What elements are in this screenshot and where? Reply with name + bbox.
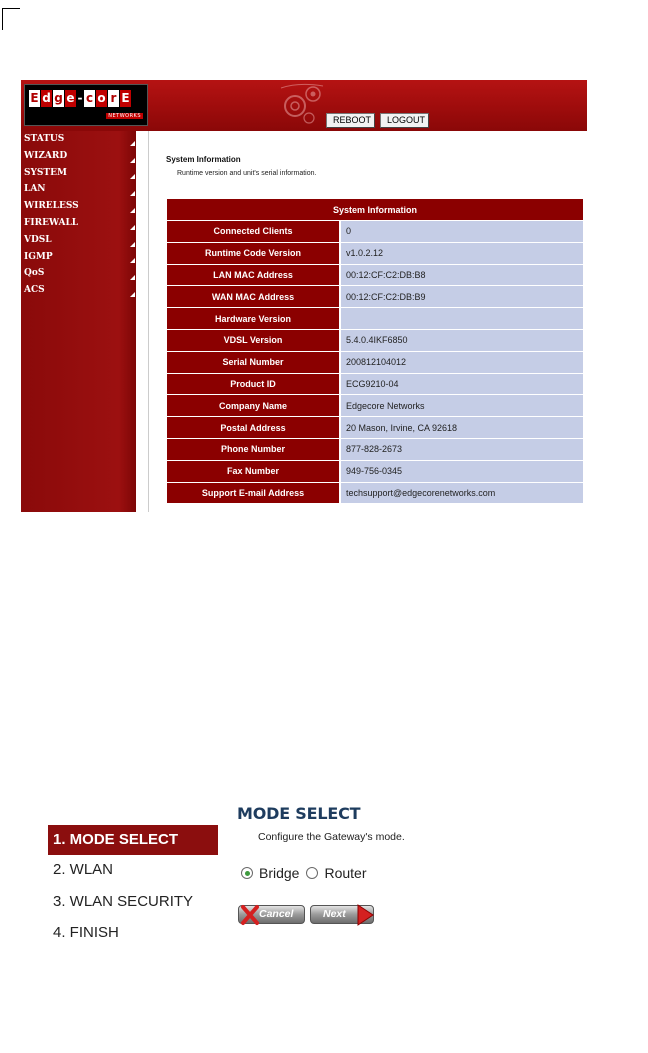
bridge-radio[interactable]: [241, 867, 253, 879]
row-value: 0: [339, 221, 583, 242]
wizard-title: MODE SELECT: [237, 804, 361, 823]
corner-arrow-icon: [130, 191, 135, 196]
table-row: [167, 221, 583, 242]
row-value: v1.0.2.12: [339, 243, 583, 264]
sidebar-item-wireless[interactable]: [21, 198, 136, 215]
wizard-steps: [48, 825, 218, 950]
next-button[interactable]: [310, 905, 374, 924]
next-button-label: Next: [323, 908, 346, 920]
corner-arrow-icon: [130, 141, 135, 146]
logo-letter: c: [85, 91, 94, 105]
router-radio[interactable]: [306, 867, 318, 879]
sidebar-menu: [21, 131, 136, 512]
setup-wizard: [48, 800, 568, 960]
logo-letter: -: [77, 91, 83, 105]
logo-letter: E: [121, 91, 130, 105]
gears-decoration-icon: [279, 80, 329, 130]
row-value: 20 Mason, Irvine, CA 92618: [339, 417, 583, 438]
sidebar-divider: [148, 131, 149, 512]
sidebar-item-firewall[interactable]: [21, 215, 136, 232]
system-info-table: [167, 198, 583, 504]
logo-letter: o: [97, 91, 106, 105]
row-value: 00:12:CF:C2:DB:B8: [339, 265, 583, 286]
row-label: Company Name: [167, 395, 339, 416]
corner-arrow-icon: [130, 258, 135, 263]
sidebar-item-igmp[interactable]: [21, 249, 136, 266]
close-x-icon: [240, 904, 260, 926]
cancel-button-label: Cancel: [259, 908, 294, 920]
page-description: Runtime version and unit's serial information.: [177, 170, 317, 177]
row-label: Fax Number: [167, 461, 339, 482]
row-label: VDSL Version: [167, 330, 339, 351]
corner-arrow-icon: [130, 292, 135, 297]
table-row: [167, 461, 583, 482]
table-row: [167, 417, 583, 438]
header-bar: [21, 80, 587, 131]
row-value: [339, 308, 583, 329]
row-label: Support E-mail Address: [167, 483, 339, 504]
corner-arrow-icon: [130, 242, 135, 247]
sidebar-item-label: VDSL: [24, 234, 52, 245]
row-value: Edgecore Networks: [339, 395, 583, 416]
row-label: Connected Clients: [167, 221, 339, 242]
arrow-right-icon: [355, 903, 375, 927]
corner-arrow-icon: [130, 225, 135, 230]
sidebar-item-label: ACS: [24, 285, 45, 296]
wizard-step-wlan[interactable]: 2. WLAN: [53, 861, 114, 878]
edgecore-logo: [24, 84, 148, 126]
table-row: [167, 352, 583, 373]
sidebar-item-label: STATUS: [24, 134, 65, 144]
row-value: 877-828-2673: [339, 439, 583, 460]
reboot-button[interactable]: REBOOT: [326, 113, 375, 128]
sidebar-item-wizard[interactable]: [21, 148, 136, 165]
wizard-step-mode-select[interactable]: 1. MODE SELECT: [48, 825, 218, 855]
sidebar-item-system[interactable]: [21, 165, 136, 182]
bridge-radio-label[interactable]: Bridge: [259, 865, 300, 881]
table-row: [167, 286, 583, 307]
logo-subtitle: NETWORKS: [108, 113, 141, 119]
table-header-row: [167, 199, 583, 220]
logo-letter: r: [108, 90, 119, 107]
row-label: LAN MAC Address: [167, 265, 339, 286]
sidebar-item-label: IGMP: [24, 251, 53, 262]
sidebar-item-acs[interactable]: [21, 282, 136, 299]
row-label: Product ID: [167, 374, 339, 395]
row-value: techsupport@edgecorenetworks.com: [339, 483, 583, 504]
sidebar-item-lan[interactable]: [21, 181, 136, 198]
table-header: System Information: [167, 199, 583, 220]
table-row: [167, 330, 583, 351]
row-value: ECG9210-04: [339, 374, 583, 395]
table-row: [167, 395, 583, 416]
sidebar-item-label: FIREWALL: [24, 217, 79, 228]
table-row: [167, 308, 583, 329]
row-label: Serial Number: [167, 352, 339, 373]
logo-letter: g: [54, 91, 63, 105]
table-row: [167, 265, 583, 286]
sidebar-item-label: SYSTEM: [24, 167, 67, 178]
content-header: [166, 155, 316, 177]
cancel-button[interactable]: [238, 905, 305, 924]
row-value: 200812104012: [339, 352, 583, 373]
row-label: Hardware Version: [167, 308, 339, 329]
sidebar-item-qos[interactable]: [21, 265, 136, 282]
logo-letter: E: [30, 91, 39, 105]
wizard-step-wlan-security[interactable]: 3. WLAN SECURITY: [53, 892, 194, 910]
table-row: [167, 439, 583, 460]
router-admin-window: [21, 80, 587, 512]
sidebar-item-label: WIRELESS: [24, 201, 79, 212]
mode-radio-group: [241, 865, 374, 881]
row-label: Runtime Code Version: [167, 243, 339, 264]
corner-arrow-icon: [130, 158, 135, 163]
page-crop-mark: [0, 0, 22, 22]
corner-arrow-icon: [130, 174, 135, 179]
row-label: WAN MAC Address: [167, 286, 339, 307]
sidebar-item-label: WIZARD: [24, 150, 68, 161]
corner-arrow-icon: [130, 275, 135, 280]
table-row: [167, 374, 583, 395]
row-value: 00:12:CF:C2:DB:B9: [339, 286, 583, 307]
sidebar-item-label: QoS: [24, 268, 45, 279]
logout-button[interactable]: LOGOUT: [380, 113, 429, 128]
row-label: Phone Number: [167, 439, 339, 460]
wizard-step-finish[interactable]: 4. FINISH: [53, 924, 119, 941]
sidebar-item-label: LAN: [24, 184, 46, 195]
page-title: System Information: [166, 155, 241, 164]
logo-letter: d: [42, 91, 51, 105]
sidebar-item-status[interactable]: [21, 131, 136, 148]
table-row: [167, 483, 583, 504]
row-value: 949-756-0345: [339, 461, 583, 482]
table-row: [167, 243, 583, 264]
row-value: 5.4.0.4IKF6850: [339, 330, 583, 351]
row-label: Postal Address: [167, 417, 339, 438]
logo-letters: [29, 90, 131, 107]
router-radio-label[interactable]: Router: [324, 865, 367, 881]
corner-arrow-icon: [130, 208, 135, 213]
logo-letter: e: [66, 91, 75, 105]
sidebar-item-vdsl[interactable]: [21, 232, 136, 249]
wizard-description: Configure the Gateway's mode.: [258, 831, 405, 843]
